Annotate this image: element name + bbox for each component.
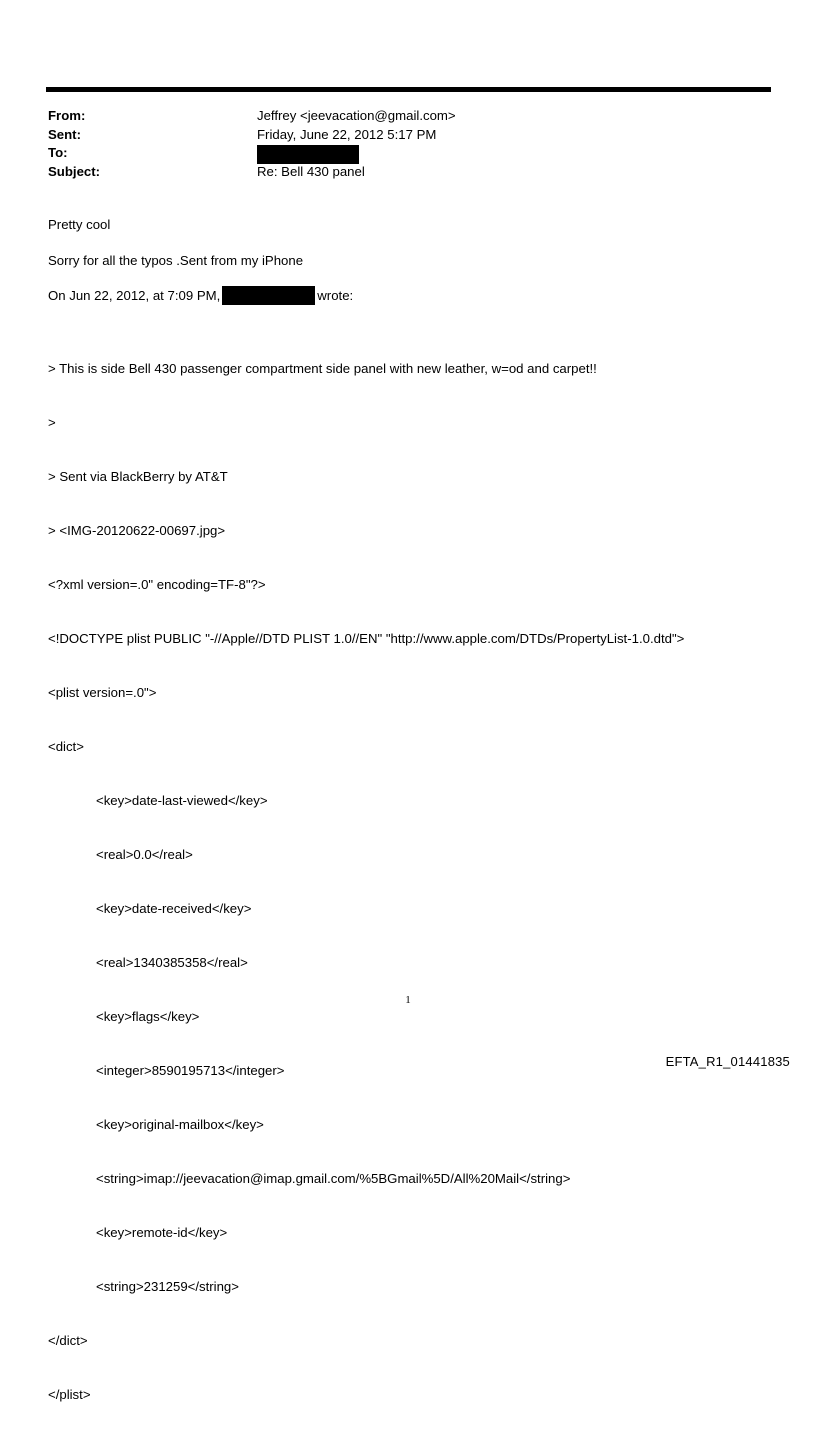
email-header [48, 107, 748, 181]
to-row [48, 144, 748, 163]
sent-value: Friday, June 22, 2012 5:17 PM [257, 126, 437, 142]
from-row [48, 107, 748, 126]
subject-value: Re: Bell 430 panel [257, 163, 365, 179]
body-line-pretty-cool: Pretty cool [48, 217, 111, 232]
plist-line: <plist version=.0"> [48, 684, 157, 700]
from-value: Jeffrey <jeevacation@gmail.com> [257, 108, 456, 123]
plist-indented-line: <key>remote-id</key> [96, 1224, 228, 1240]
quoted-line: > This is side Bell 430 passenger compartment side panel with new leather, w=od and carpet!! [48, 360, 597, 376]
plist-indented-line: <key>date-received</key> [96, 900, 252, 916]
body-wrote-line [48, 287, 788, 306]
to-label: To: [48, 145, 68, 160]
subject-row [48, 163, 748, 182]
quoted-line: > [48, 414, 56, 430]
sender-redaction-block [222, 286, 315, 305]
subject-label: Subject: [48, 163, 101, 179]
plist-line: <?xml version=.0" encoding=TF-8"?> [48, 576, 266, 592]
plist-line: </plist> [48, 1386, 91, 1402]
sent-label: Sent: [48, 126, 81, 142]
wrote-prefix: On Jun 22, 2012, at 7:09 PM, [48, 288, 221, 303]
plist-line: <!DOCTYPE plist PUBLIC "-//Apple//DTD PLIST 1.0//EN" "http://www.apple.com/DTDs/PropertyList-1.0.dtd"> [48, 630, 685, 646]
top-horizontal-rule [46, 87, 771, 92]
quoted-block [48, 324, 788, 1440]
plist-indented-line: <string>231259</string> [96, 1278, 239, 1294]
quoted-line: > Sent via BlackBerry by AT&T [48, 468, 228, 484]
plist-line: </dict> [48, 1332, 88, 1348]
plist-indented-line: <key>flags</key> [96, 1008, 200, 1024]
plist-indented-line: <key>original-mailbox</key> [96, 1116, 264, 1132]
plist-indented-line: <real>0.0</real> [96, 846, 193, 862]
wrote-suffix: wrote: [317, 288, 354, 303]
email-body [48, 216, 788, 1440]
plist-line: <dict> [48, 738, 84, 754]
page-number: 1 [405, 994, 411, 1006]
plist-indented-line: <string>imap://jeevacation@imap.gmail.com/%5BGmail%5D/All%20Mail</string> [96, 1170, 571, 1186]
quoted-line: > <IMG-20120622-00697.jpg> [48, 522, 226, 538]
to-redaction-block [257, 145, 359, 164]
from-label: From: [48, 108, 86, 123]
plist-indented-line: <integer>8590195713</integer> [96, 1062, 285, 1078]
document-id: EFTA_R1_01441835 [665, 1054, 790, 1069]
plist-indented-line: <real>1340385358</real> [96, 954, 248, 970]
sent-row [48, 126, 748, 145]
body-line-signature: Sorry for all the typos .Sent from my iPhone [48, 252, 304, 268]
plist-indented-line: <key>date-last-viewed</key> [96, 792, 268, 808]
